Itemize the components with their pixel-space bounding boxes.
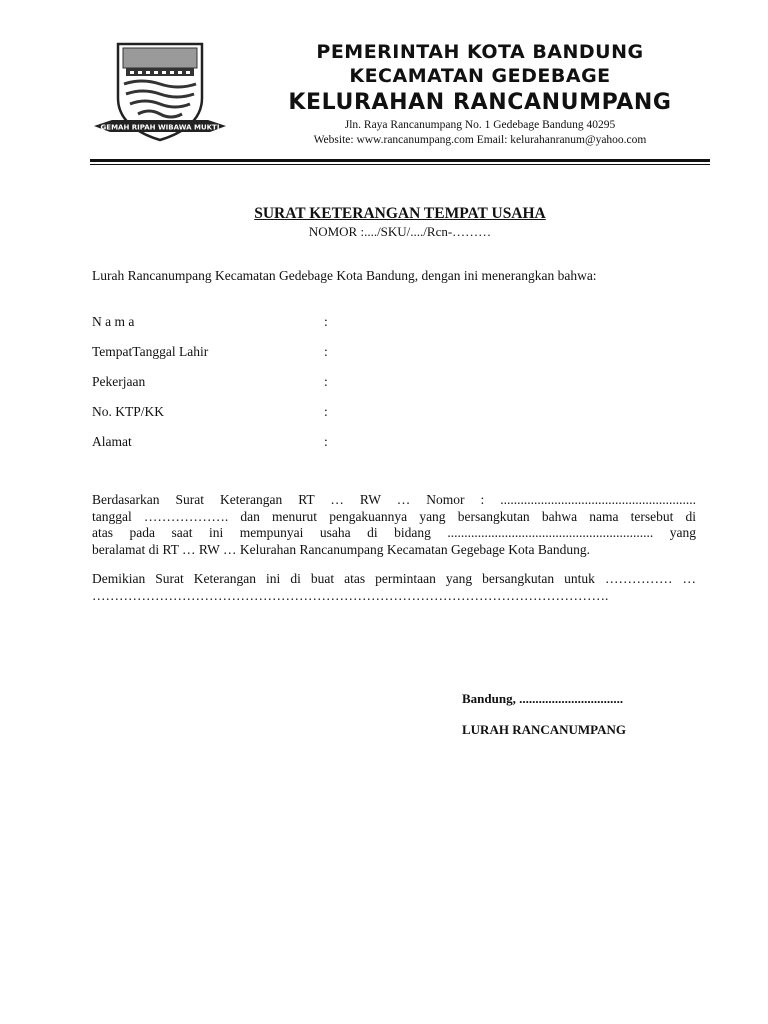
document-number: NOMOR :..../SKU/..../Rcn-……… [308,224,492,239]
field-row-pekerjaan [92,374,372,392]
city-emblem-logo [90,40,230,145]
paragraph-line: ……………………………………………………………………………………………………. [92,587,609,603]
letterhead-line2: KECAMATAN GEDEBAGE [349,65,611,87]
svg-text:GEMAH RIPAH WIBAWA MUKTI: GEMAH RIPAH WIBAWA MUKTI [100,123,220,132]
document-title: SURAT KETERANGAN TEMPAT USAHA [254,205,546,222]
paragraph-line: atas pada saat ini mempunyai usaha di bidang ............................................................. yang [92,525,696,540]
field-colon: : [324,434,328,449]
field-row-nama [92,314,372,332]
field-label: N a m a [92,314,135,329]
paragraph-line: tanggal ………………. dan menurut pengakuannya yang bersangkutan bahwa nama tersebut di [92,508,696,524]
closing-paragraph [92,571,696,604]
intro-text: Lurah Rancanumpang Kecamatan Gedebage Kota Bandung, dengan ini menerangkan bahwa: [92,268,597,283]
document-title-wrap [90,205,710,223]
paragraph-line: Demikian Surat Keterangan ini di buat atas permintaan yang bersangkutan untuk …………… … [92,571,696,586]
field-colon: : [324,374,328,389]
field-label: No. KTP/KK [92,404,165,419]
letterhead-divider-thin [90,164,710,165]
statement-paragraph [92,492,696,558]
field-colon: : [324,344,328,359]
field-row-ktp-kk [92,404,372,422]
signature-title: LURAH RANCANUMPANG [462,722,627,737]
field-colon: : [324,314,328,329]
field-label: Pekerjaan [92,374,146,389]
letterhead-website: Website: www.rancanumpang.com Email: kelurahanranum@yahoo.com [313,134,647,146]
field-row-alamat [92,434,372,452]
field-label: Alamat [92,434,132,449]
field-label: TempatTanggal Lahir [92,344,209,359]
paragraph-line: beralamat di RT … RW … Kelurahan Rancanumpang Kecamatan Gegebage Kota Bandung. [92,541,591,557]
letterhead-address: Jln. Raya Rancanumpang No. 1 Gedebage Bandung 40295 [344,119,616,131]
letterhead-divider-thick [90,159,710,162]
paragraph-line: Berdasarkan Surat Keterangan RT … RW … Nomor : .......................................................... [92,492,696,507]
letterhead [250,40,710,148]
field-row-tempat-tanggal-lahir [92,344,372,362]
field-colon: : [324,404,328,419]
letterhead-line1: PEMERINTAH KOTA BANDUNG [316,41,644,63]
letterhead-line3: KELURAHAN RANCANUMPANG [288,90,672,115]
signature-place-date: Bandung, ................................ [462,691,624,706]
